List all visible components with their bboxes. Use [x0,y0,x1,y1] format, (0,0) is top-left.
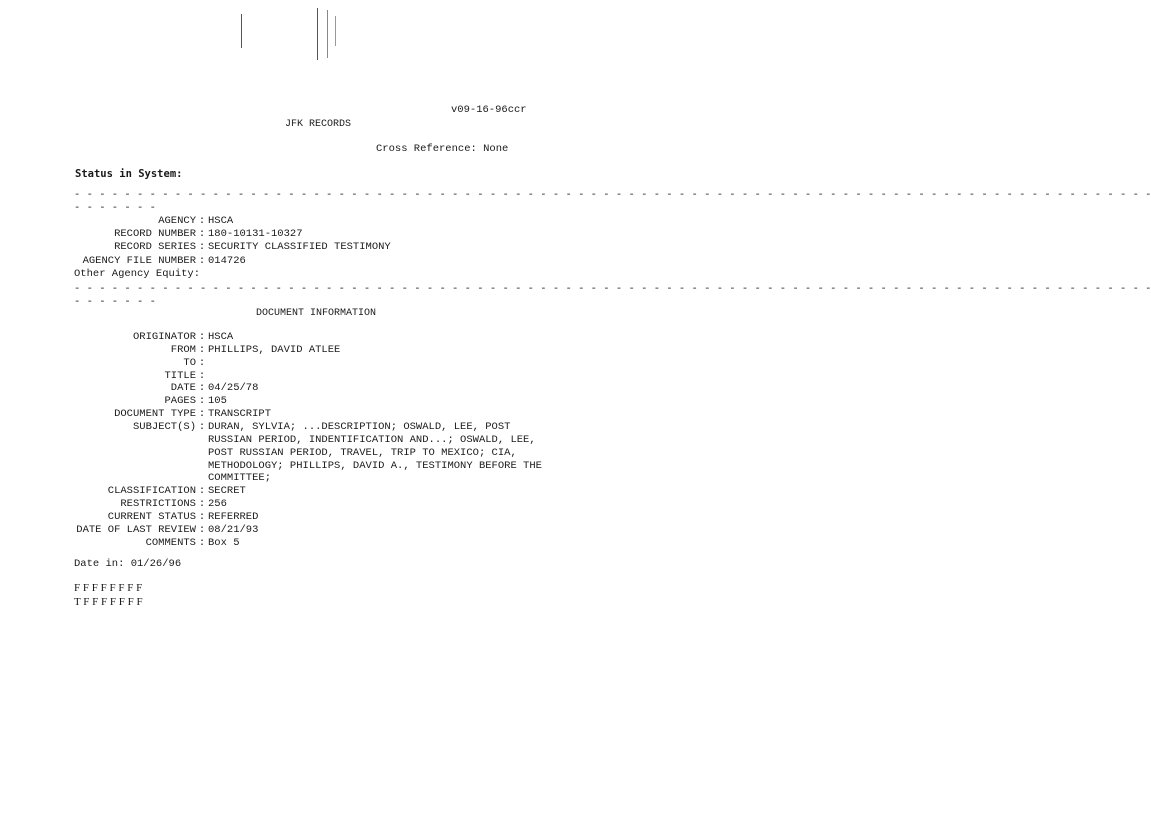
field-label: TO [183,356,196,369]
field-row [0,485,246,498]
field-separator [196,434,208,447]
field-label: SUBJECT(S) [132,420,196,433]
field-separator: : [198,408,206,421]
field-label: RECORD SERIES [114,241,196,254]
field-row [0,498,227,511]
field-separator: : [198,241,206,254]
scan-mark [241,14,242,48]
field-value: 08/21/93 [208,523,259,536]
field-row [0,344,340,357]
field-label: FROM [170,343,196,356]
field-row [0,395,227,408]
field-label: CURRENT STATUS [107,510,196,523]
field-row [0,255,246,268]
field-separator: : [198,485,206,498]
field-separator: : [198,343,206,356]
field-value: COMMITTEE; [208,472,272,485]
status-label: Status in System: [75,168,183,180]
field-label: AGENCY [158,215,196,227]
field-separator: : [198,510,206,523]
field-row [0,241,391,254]
field-value: SECRET [208,485,246,498]
field-label: COMMENTS [145,536,196,549]
field-value: REFERRED [208,510,259,523]
section-title: DOCUMENT INFORMATION [256,308,377,319]
scan-mark [317,8,318,60]
field-row [0,472,271,485]
field-label: TITLE [164,369,196,382]
field-row [0,460,542,473]
field-row [0,357,208,370]
field-separator: : [198,420,206,433]
field-value: PHILLIPS, DAVID ATLEE [208,343,341,356]
field-separator: : [198,498,206,511]
field-value: HSCA [208,215,234,227]
field-value: METHODOLOGY; PHILLIPS, DAVID A., TESTIMONY BEFORE THE [208,459,542,472]
field-label: DATE OF LAST REVIEW [76,523,196,536]
field-value: 256 [208,498,227,511]
field-value: POST RUSSIAN PERIOD, TRAVEL, TRIP TO MEXICO; CIA, [208,446,517,459]
page-title: JFK RECORDS [285,119,352,130]
divider: - - - - - - - [74,202,156,214]
field-label: CLASSIFICATION [107,485,196,498]
divider: - - - - - - - - - - - - - - - - - - - - - - - - - - - - - - - - - - - - - - - - - - - - - - - - - - - - - - - - - - - - - - - - - - - - - - - - - - - - - - - - - - - - - - [74,283,1151,295]
field-separator: : [198,215,206,227]
field-separator: : [198,228,206,241]
field-separator [196,447,208,460]
field-row [0,537,240,550]
document-code: v09-16-96ccr [451,104,527,116]
field-value: 014726 [208,254,246,267]
field-label: ORIGINATOR [132,331,196,343]
field-label: PAGES [164,395,196,408]
field-separator: : [198,536,206,549]
field-value: HSCA [208,331,234,343]
field-row [0,382,258,395]
field-separator: : [198,254,206,267]
cross-reference: Cross Reference: None [376,143,509,155]
flag-line-1: F F F F F F F F [74,582,143,594]
field-row [0,524,258,537]
field-label: RESTRICTIONS [120,498,196,511]
field-value: SECURITY CLASSIFIED TESTIMONY [208,241,391,254]
field-value: RUSSIAN PERIOD, INDENTIFICATION AND...; OSWALD, LEE, [208,433,536,446]
divider: - - - - - - - - - - - - - - - - - - - - - - - - - - - - - - - - - - - - - - - - - - - - - - - - - - - - - - - - - - - - - - - - - - - - - - - - - - - - - - - - - - - - - - [74,189,1151,201]
field-row [0,370,208,383]
field-label: DATE [170,382,196,395]
field-value: 04/25/78 [208,382,259,395]
field-separator: : [198,331,206,343]
flag-line-2: T F F F F F F F [74,596,143,608]
field-row [0,421,510,434]
field-row [0,434,536,447]
field-label: RECORD NUMBER [114,228,196,241]
date-in: Date in: 01/26/96 [74,558,182,570]
field-value: 105 [208,395,227,408]
field-separator: : [198,382,206,395]
field-label: DOCUMENT TYPE [114,408,196,421]
scan-mark [335,16,336,46]
field-value: TRANSCRIPT [208,408,272,421]
scan-mark [327,10,328,58]
field-separator: : [198,356,206,369]
field-label: AGENCY FILE NUMBER [82,254,196,267]
other-agency-equity: Other Agency Equity: [74,268,201,280]
field-separator: : [198,369,206,382]
field-row [0,447,517,460]
field-value: 180-10131-10327 [208,228,303,241]
field-row [0,511,258,524]
field-separator [196,460,208,473]
field-row [0,331,233,344]
field-separator: : [198,395,206,408]
field-row [0,408,271,421]
field-value: DURAN, SYLVIA; ...DESCRIPTION; OSWALD, LEE, POST [208,420,511,433]
field-row [0,228,303,241]
field-value: Box 5 [208,536,240,549]
field-separator [196,472,208,485]
field-separator: : [198,523,206,536]
field-row [0,215,233,228]
divider: - - - - - - - [74,296,156,308]
